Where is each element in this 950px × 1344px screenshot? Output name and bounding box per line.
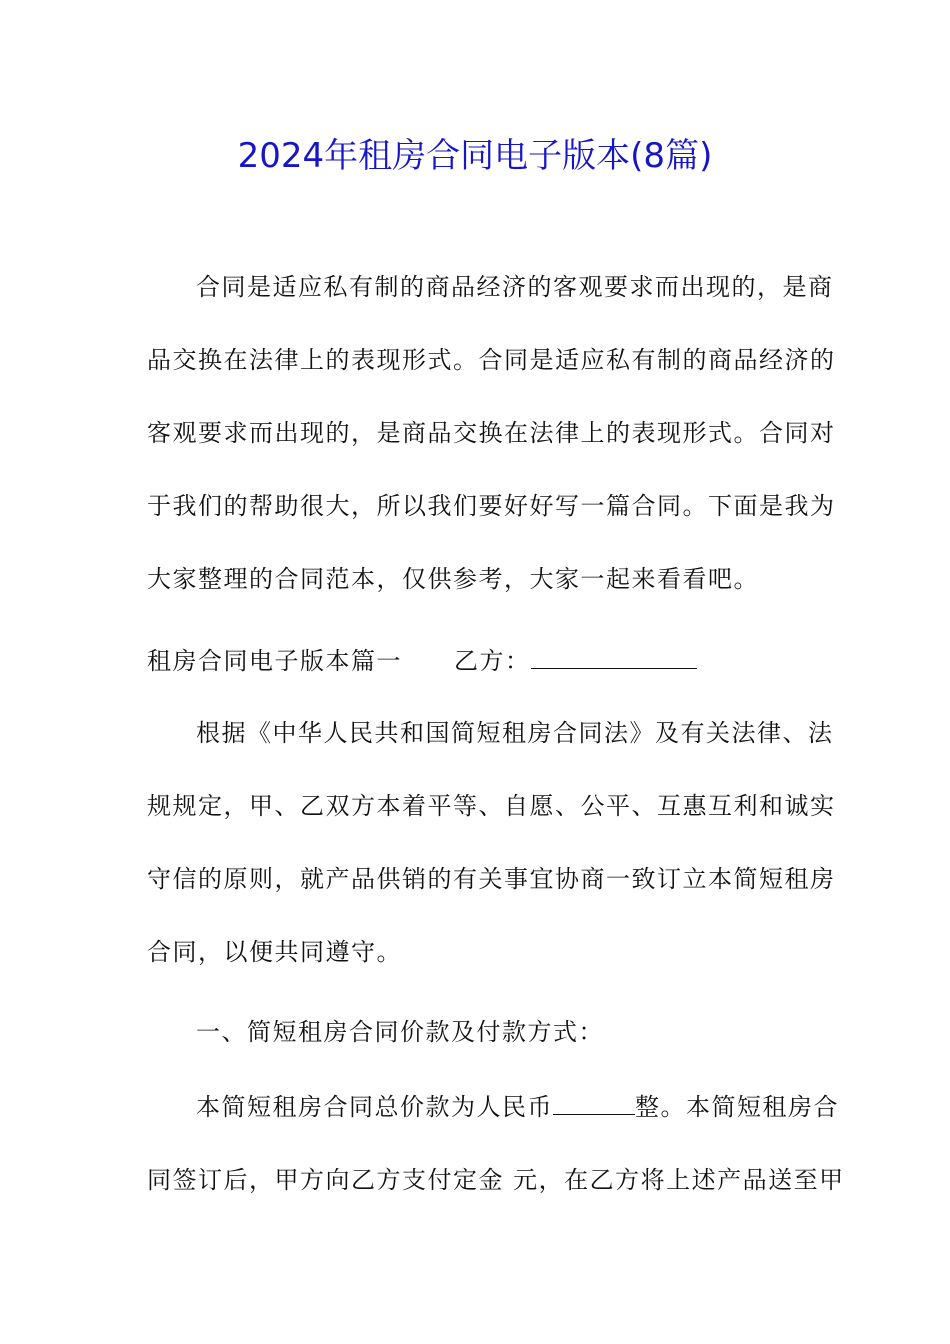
section-heading: 租房合同电子版本篇一	[147, 647, 402, 675]
basis-line: 守信的原则，就产品供销的有关事宜协商一致订立本简短租房	[147, 865, 836, 893]
intro-line: 客观要求而出现的，是商品交换在法律上的表现形式。合同对	[147, 419, 836, 447]
document-title: 2024年租房合同电子版本(8篇)	[237, 136, 713, 176]
basis-line: 合同，以便共同遵守。	[147, 938, 402, 966]
basis-line: 规规定，甲、乙双方本着平等、自愿、公平、互惠互利和诚实	[147, 792, 836, 820]
basis-line: 根据《中华人民共和国简短租房合同法》及有关法律、法	[196, 719, 834, 747]
intro-line: 于我们的帮助很大，所以我们要好好写一篇合同。下面是我为	[147, 492, 836, 520]
intro-line: 品交换在法律上的表现形式。合同是适应私有制的商品经济的	[147, 346, 836, 374]
price-blank	[553, 1092, 635, 1115]
section-heading-row	[147, 644, 697, 678]
intro-line: 合同是适应私有制的商品经济的客观要求而出现的，是商	[196, 273, 834, 301]
party-b-blank	[531, 646, 697, 669]
clause-one-heading: 一、简短租房合同价款及付款方式：	[196, 1018, 604, 1046]
clause-one-line	[196, 1090, 839, 1124]
party-b-label: 乙方：	[454, 647, 531, 675]
clause-one-text: 本简短租房合同总价款为人民币	[196, 1093, 553, 1121]
clause-one-line: 同签订后，甲方向乙方支付定金 元，在乙方将上述产品送至甲	[147, 1166, 845, 1194]
intro-line: 大家整理的合同范本，仅供参考，大家一起来看看吧。	[147, 565, 759, 593]
clause-one-text: 整。本简短租房合	[635, 1093, 839, 1121]
